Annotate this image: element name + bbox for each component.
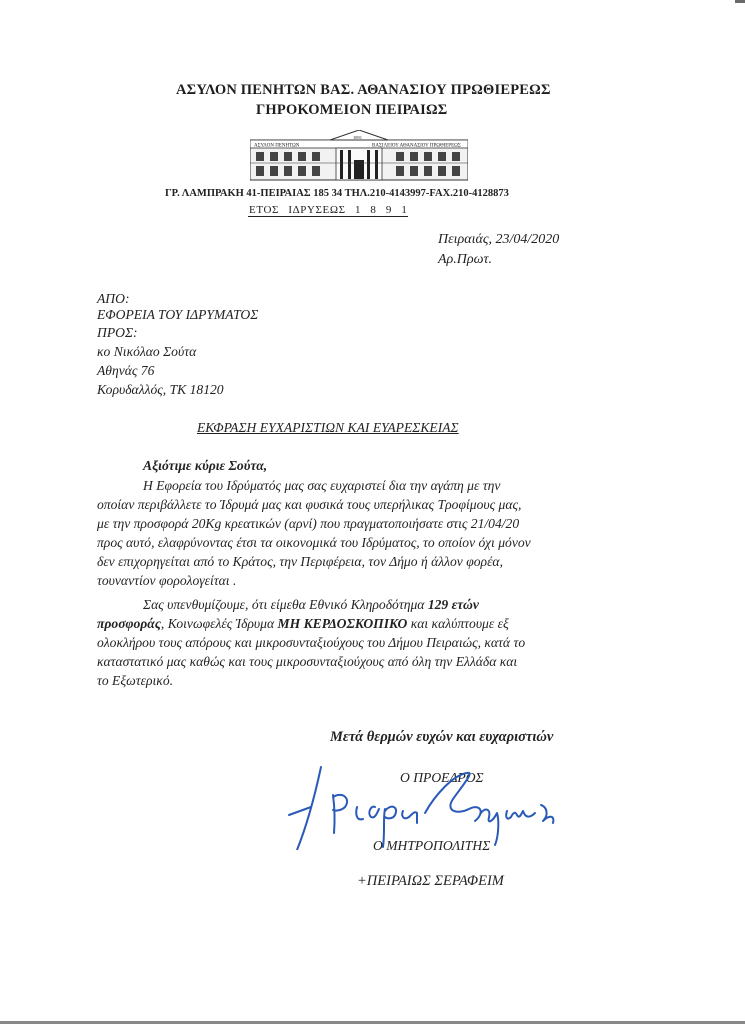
paragraph-2-line: καταστατικό μας καθώς και τους μικροσυνταξιούχους από όλη την Ελλάδα και [97, 654, 518, 669]
closing-wishes: Μετά θερμών ευχών και ευχαριστιών [330, 729, 554, 745]
greeting: Αξιότιμε κύριε Σούτα, [143, 458, 268, 473]
org-name: ΑΣΥΛΟΝ ΠΕΝΗΤΩΝ ΒΑΣ. ΑΘΑΝΑΣΙΟΥ ΠΡΩΘΙΕΡΕΩΣ [176, 82, 551, 98]
svg-text:ΑΣΥΛΟΝ ΠΕΝΗΤΩΝ: ΑΣΥΛΟΝ ΠΕΝΗΤΩΝ [254, 143, 300, 149]
signatory-name: +ΠΕΙΡΑΙΩΣ ΣΕΡΑΦΕΙΜ [357, 873, 504, 889]
paragraph-1-line: τουναντίον φορολογείται . [97, 573, 237, 588]
to-label: ΠΡΟΣ: [97, 325, 138, 340]
letter-subject: ΕΚΦΡΑΣΗ ΕΥΧΑΡΙΣΤΙΩΝ ΚΑΙ ΕΥΑΡΕΣΚΕΙΑΣ [197, 420, 459, 435]
recipient-name: κο Νικόλαο Σούτα [97, 344, 197, 359]
protocol-number: Αρ.Πρωτ. [438, 252, 492, 267]
svg-text:1891: 1891 [353, 135, 362, 140]
building-logo [250, 130, 468, 182]
org-subtitle: ΓΗΡΟΚΟΜΕΙΟΝ ΠΕΙΡΑΙΩΣ [256, 102, 448, 118]
paragraph-2-line: προσφοράς, Κοινωφελές Ίδρυμα ΜΗ ΚΕΡΔΟΣΚΟΠΙΚΟ και καλύπτουμε εξ [97, 616, 509, 631]
org-address: ΓΡ. ΛΑΜΠΡΑΚΗ 41-ΠΕΙΡΑΙΑΣ 185 34 ΤΗΛ.210-4143997-FAX.210-4128873 [165, 188, 509, 199]
paragraph-2-line: το Εξωτερικό. [97, 673, 174, 688]
recipient-city: Κορυδαλλός, ΤΚ 18120 [97, 382, 224, 397]
from-label: ΑΠΟ: [97, 291, 130, 306]
from-value: ΕΦΟΡΕΙΑ ΤΟΥ ΙΔΡΥΜΑΤΟΣ [97, 307, 259, 322]
handwritten-signature [285, 755, 585, 850]
non-profit-highlight: ΜΗ ΚΕΡΔΟΣΚΟΠΙΚΟ [277, 616, 408, 631]
recipient-street: Αθηνάς 76 [97, 363, 155, 378]
years-highlight: 129 ετών [427, 597, 479, 612]
place-date: Πειραιάς, 23/04/2020 [438, 232, 560, 247]
paragraph-1-line: Η Εφορεία του Ιδρύματός μας σας ευχαριστεί δια την αγάπη με την [143, 478, 501, 493]
metropolitan-title: Ο ΜΗΤΡΟΠΟΛΙΤΗΣ [373, 838, 491, 853]
paragraph-2-line: Σας υπενθυμίζουμε, ότι είμεθα Εθνικό Κληροδότημα 129 ετών [143, 597, 479, 612]
paragraph-1-line: με την προσφορά 20Kg κρεατικών (αρνί) που πραγματοποιήσατε στις 21/04/20 [97, 516, 520, 531]
paragraph-2-line: ολοκλήρου τους απόρους και μικροσυνταξιούχους του Δήμου Πειραιώς, κατά το [97, 635, 526, 650]
paragraph-1-line: δεν επιχορηγείται από το Κράτος, την Περιφέρεια, τον Δήμο ή άλλον φορέα, [97, 554, 503, 569]
svg-text:ΒΑΣΙΛΕΙΟΥ ΑΘΑΝΑΣΙΟΥ ΠΡΩΘΙΕΡΕΩΣ: ΒΑΣΙΛΕΙΟΥ ΑΘΑΝΑΣΙΟΥ ΠΡΩΘΙΕΡΕΩΣ [372, 143, 461, 149]
paragraph-1-line: προς αυτό, ελαφρύνοντας έτσι τα οικονομικά του Ιδρύματος, το οποίον όχι μόνον [97, 535, 531, 550]
founding-year: ΕΤΟΣ ΙΔΡΥΣΕΩΣ 1 8 9 1 [249, 204, 408, 216]
paragraph-1-line: οποίαν περιβάλλετε το Ίδρυμά μας και φυσικά τους υπερήλικας Τροφίμους μας, [97, 497, 522, 512]
president-title: Ο ΠΡΟΕΔΡΟΣ [400, 770, 484, 785]
scan-edge-top-right [735, 0, 745, 3]
